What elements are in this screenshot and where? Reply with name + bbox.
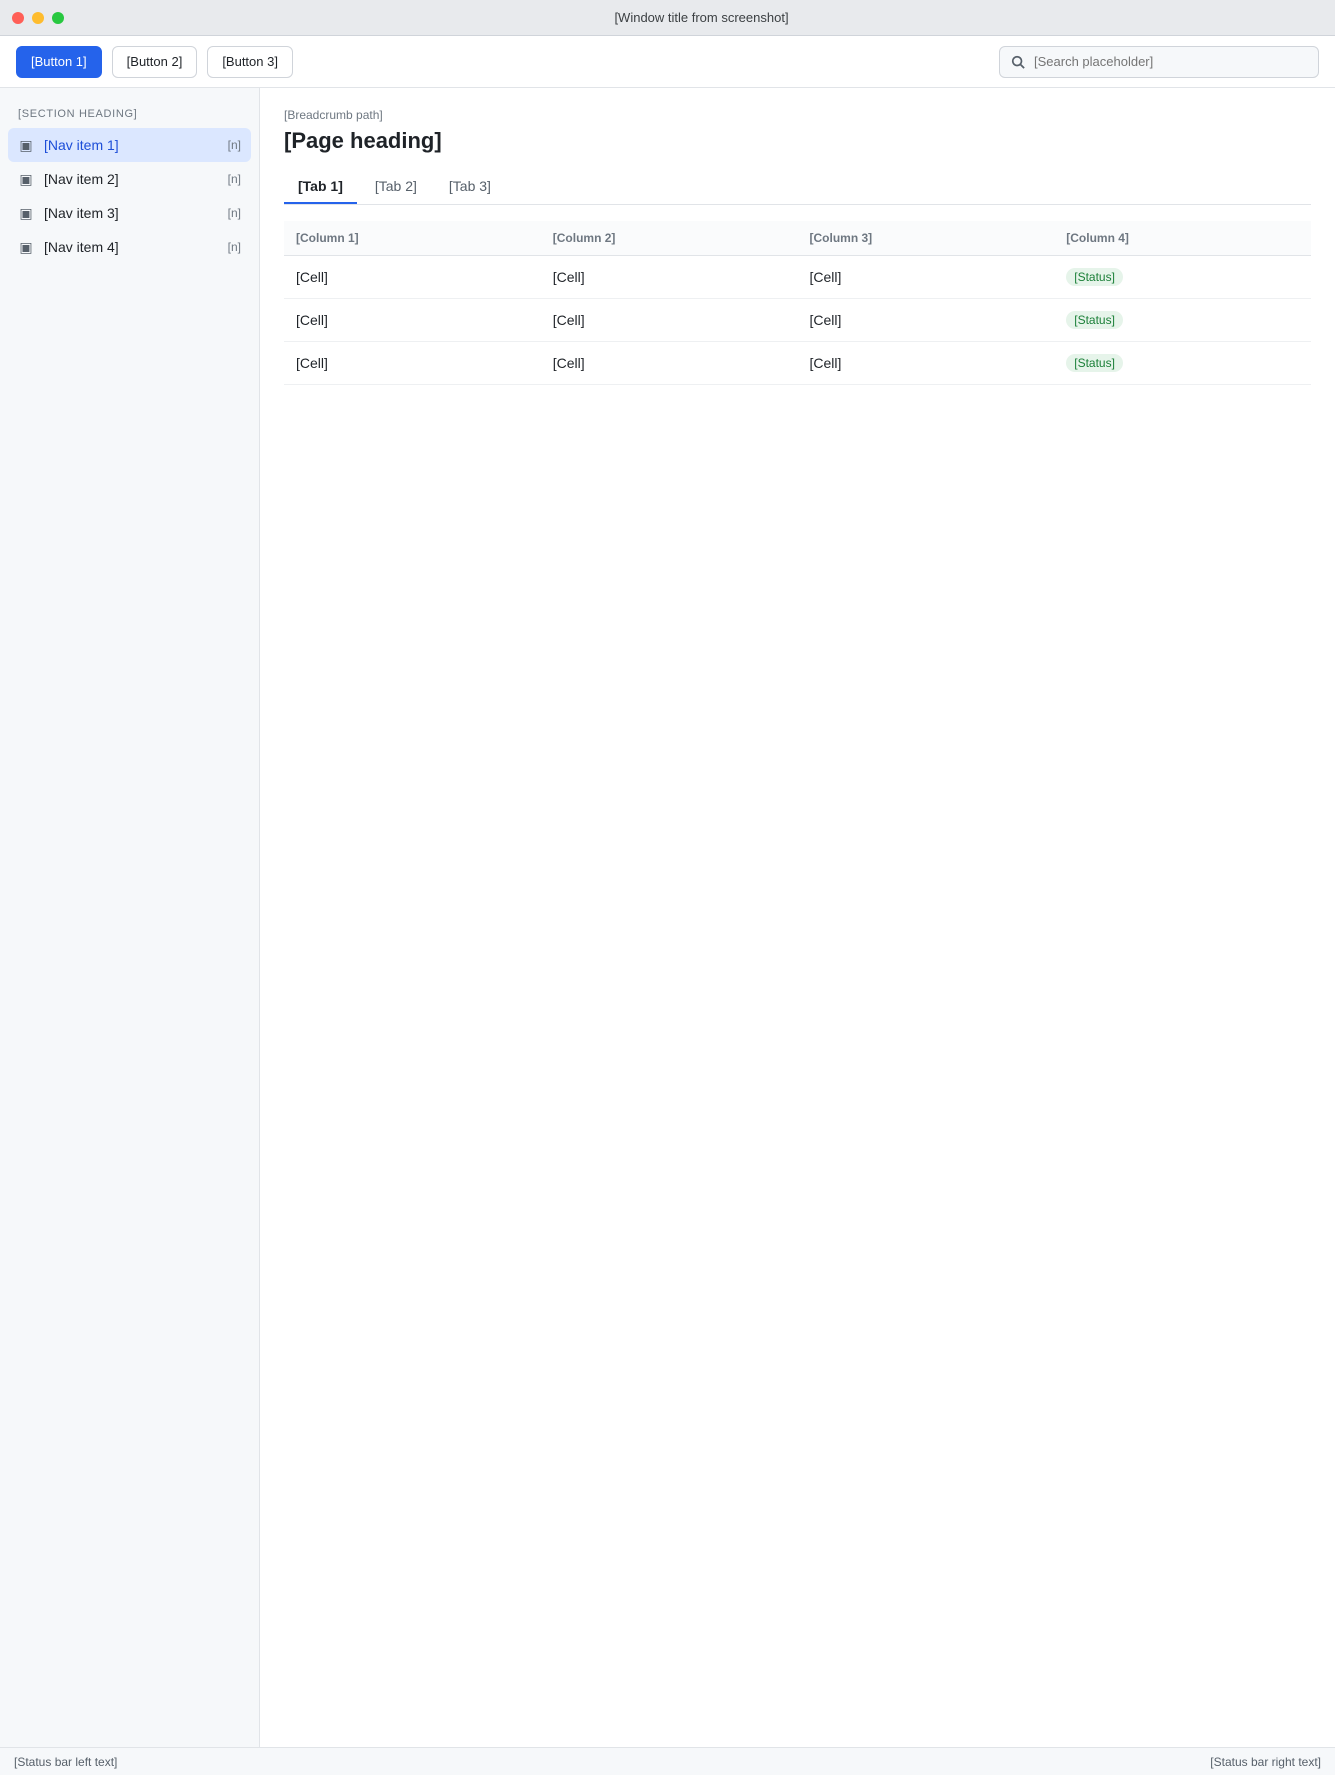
sidebar-item-count: [n] <box>227 206 241 220</box>
edit-button[interactable]: [Button 2] <box>112 46 198 78</box>
folder-icon: ▣ <box>19 170 33 187</box>
sidebar-item-count: [n] <box>227 138 241 152</box>
table-cell: [Cell] <box>798 256 1055 299</box>
table-cell <box>1054 299 1311 342</box>
sidebar-item[interactable] <box>8 162 251 196</box>
page-title: [Page heading] <box>284 128 442 153</box>
column-header[interactable]: [Column 2] <box>541 221 798 256</box>
status-right: [Status bar right text] <box>1210 1754 1321 1769</box>
table-cell <box>1054 256 1311 299</box>
delete-button[interactable]: [Button 3] <box>207 46 293 78</box>
column-header[interactable]: [Column 4] <box>1054 221 1311 256</box>
table-cell: [Cell] <box>284 299 541 342</box>
new-button[interactable]: [Button 1] <box>16 46 102 78</box>
table-row[interactable] <box>284 256 1311 299</box>
table-cell: [Cell] <box>541 256 798 299</box>
table-cell <box>1054 342 1311 385</box>
tab-bar <box>284 170 1311 205</box>
window-title: [Window title from screenshot] <box>614 10 789 25</box>
table-cell: [Cell] <box>541 299 798 342</box>
minimize-window-button[interactable] <box>32 12 44 24</box>
status-badge: [Status] <box>1066 311 1123 329</box>
tab-1[interactable]: [Tab 1] <box>284 170 357 204</box>
table-cell: [Cell] <box>798 342 1055 385</box>
table-cell: [Cell] <box>798 299 1055 342</box>
sidebar-item-label: [Nav item 3] <box>44 205 119 221</box>
status-left: [Status bar left text] <box>14 1754 118 1769</box>
folder-icon: ▣ <box>19 204 33 221</box>
table-row[interactable] <box>284 342 1311 385</box>
toolbar <box>0 36 1335 88</box>
tab-3[interactable]: [Tab 3] <box>448 178 491 194</box>
sidebar <box>0 88 260 1747</box>
sidebar-item[interactable] <box>8 128 251 162</box>
tab-2[interactable]: [Tab 2] <box>374 178 417 194</box>
status-badge: [Status] <box>1066 268 1123 286</box>
sidebar-item-label: [Nav item 4] <box>44 239 119 255</box>
column-header[interactable]: [Column 3] <box>798 221 1055 256</box>
table-cell: [Cell] <box>541 342 798 385</box>
breadcrumb: [Breadcrumb path] <box>284 108 383 122</box>
search-box[interactable] <box>999 46 1319 78</box>
table-cell: [Cell] <box>284 342 541 385</box>
maximize-window-button[interactable] <box>52 12 64 24</box>
search-input[interactable] <box>1034 54 1308 69</box>
table-cell: [Cell] <box>284 256 541 299</box>
sidebar-item-count: [n] <box>227 240 241 254</box>
sidebar-item-label: [Nav item 2] <box>44 171 119 187</box>
status-bar <box>0 1747 1335 1775</box>
folder-icon: ▣ <box>19 238 33 255</box>
sidebar-item[interactable] <box>8 196 251 230</box>
close-window-button[interactable] <box>12 12 24 24</box>
sidebar-heading: [SECTION HEADING] <box>18 108 138 120</box>
data-table <box>284 221 1311 385</box>
table-header-row <box>284 221 1311 256</box>
sidebar-item[interactable] <box>8 230 251 264</box>
sidebar-item-count: [n] <box>227 172 241 186</box>
main-content <box>260 88 1335 1747</box>
window-controls <box>12 12 64 24</box>
title-bar <box>0 0 1335 36</box>
folder-icon: ▣ <box>19 136 33 153</box>
search-icon <box>1010 54 1026 70</box>
table-row[interactable] <box>284 299 1311 342</box>
status-badge: [Status] <box>1066 354 1123 372</box>
column-header[interactable]: [Column 1] <box>284 221 541 256</box>
sidebar-item-label: [Nav item 1] <box>44 137 119 153</box>
app-body <box>0 88 1335 1747</box>
